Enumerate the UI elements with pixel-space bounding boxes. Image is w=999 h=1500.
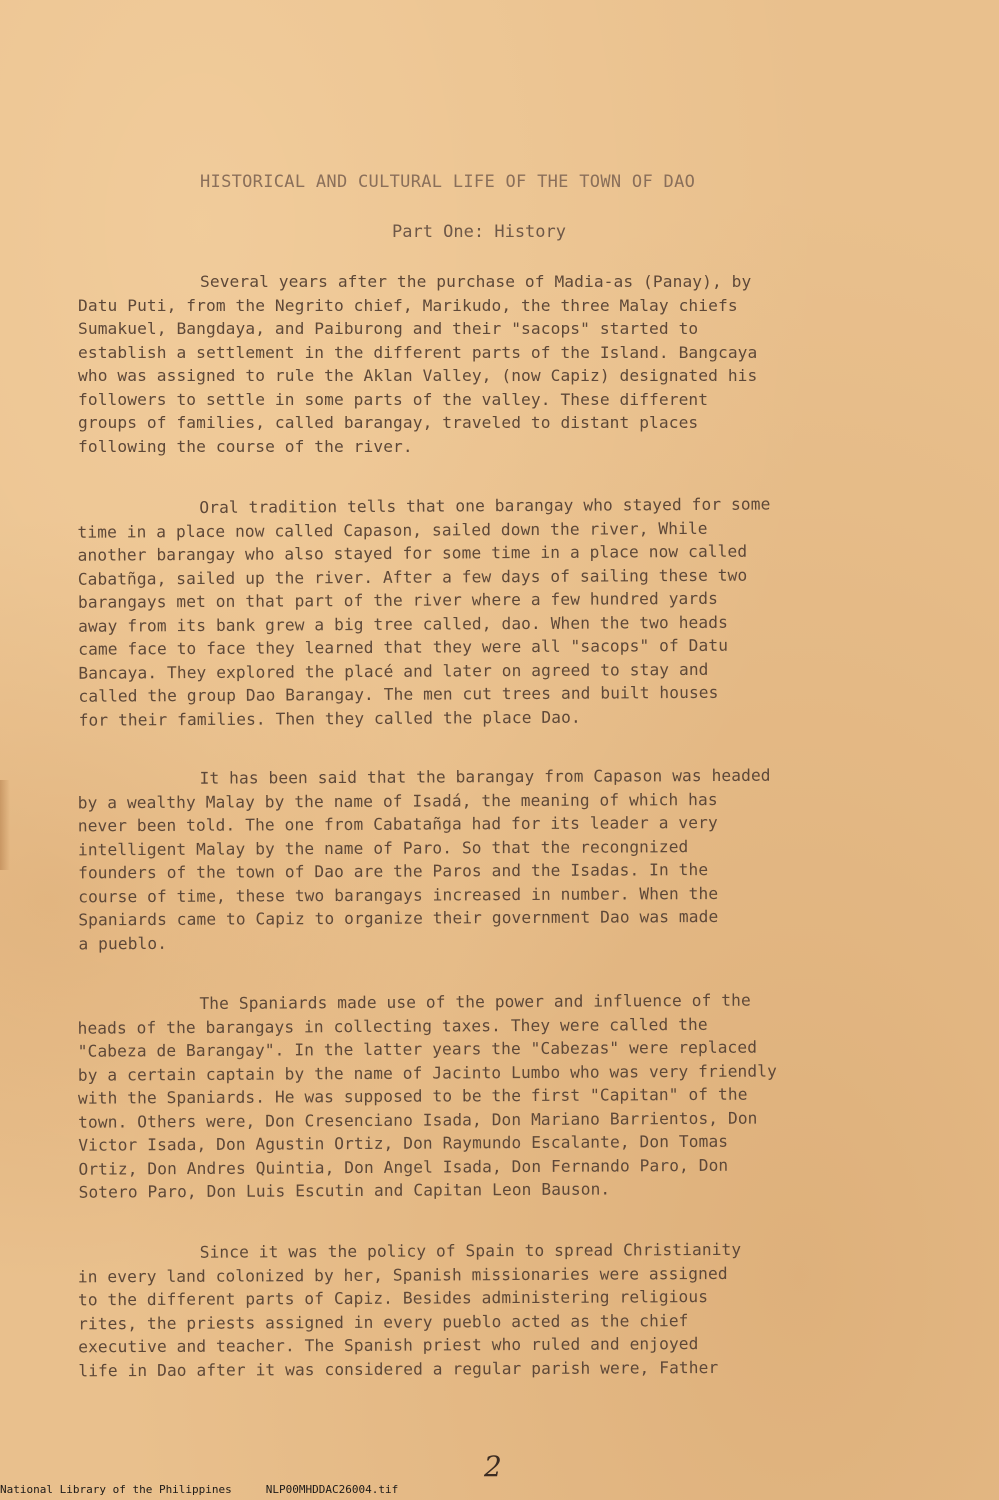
text-line: Spaniards came to Capiz to organize their government Dao was made: [78, 906, 719, 930]
text-line: Cabatñga, sailed up the river. After a few days of sailing these two: [77, 565, 748, 589]
footer-file-id: NLP00MHDDAC26004.tif: [265, 1483, 399, 1496]
text-line: heads of the barangays in collecting taxes. They were called the: [77, 1014, 708, 1038]
text-line: in every land colonized by her, Spanish missionaries were assigned: [77, 1263, 728, 1286]
text-line: for their families. Then they called the place Dao.: [78, 707, 581, 730]
text-line: intelligent Malay by the name of Paro. So that the recongnized: [77, 836, 689, 859]
text-line: Since it was the policy of Spain to spread Christianity: [199, 1239, 742, 1262]
text-line: called the group Dao Barangay. The men cut trees and built houses: [78, 682, 719, 706]
text-line: following the course of the river.: [78, 436, 413, 456]
page-stain: [0, 780, 10, 870]
text-line: barangays met on that part of the river where a few hundred yards: [77, 588, 718, 612]
paragraph-2: [77, 491, 968, 731]
text-line: rites, the priests assigned in every pueblo acted as the chief: [78, 1310, 689, 1333]
text-line: time in a place now called Capason, sailed down the river, While: [77, 518, 708, 542]
text-line: Bancaya. They explored the placé and later on agreed to stay and: [78, 659, 709, 683]
paragraph-1: [78, 270, 968, 458]
text-line: Datu Puti, from the Negrito chief, Marikudo, the three Malay chiefs: [78, 295, 738, 315]
text-line: away from its bank grew a big tree called, dao. When the two heads: [78, 612, 728, 636]
text-line: The Spaniards made use of the power and influence of the: [199, 990, 751, 1013]
text-line: Oral tradition tells that one barangay who stayed for some: [199, 494, 771, 517]
text-line: by a wealthy Malay by the name of Isadá, the meaning of which has: [77, 789, 718, 812]
text-line: It has been said that the barangay from Capason was headed: [199, 765, 771, 788]
text-line: Victor Isada, Don Agustin Ortiz, Don Raymundo Escalante, Don Tomas: [78, 1131, 729, 1155]
text-line: "Cabeza de Barangay". In the latter years the "Cabezas" were replaced: [77, 1037, 758, 1061]
text-line: Several years after the purchase of Madia-as (Panay), by: [200, 272, 752, 291]
page-number: 2: [484, 1450, 502, 1483]
paragraph-3: [78, 763, 969, 956]
text-line: groups of families, called barangay, traveled to distant places: [78, 413, 699, 432]
text-line: came face to face they learned that they were all "sacops" of Datu: [78, 635, 729, 659]
scan-footer: [0, 1483, 398, 1496]
text-line: establish a settlement in the different parts of the Island. Bangcaya: [78, 342, 758, 362]
text-line: with the Spaniards. He was supposed to be the first "Capitan" of the: [77, 1084, 748, 1108]
text-line: executive and teacher. The Spanish priest who ruled and enjoyed: [78, 1334, 699, 1357]
text-line: who was assigned to rule the Aklan Valley, (now Capiz) designated his: [78, 366, 758, 385]
footer-library-name: National Library of the Philippines: [0, 1483, 232, 1496]
paragraph-5: [78, 1237, 969, 1383]
paragraph-4: [77, 987, 968, 1204]
text-line: another barangay who also stayed for some time in a place now called: [77, 541, 748, 565]
text-line: a pueblo.: [78, 933, 168, 953]
text-line: never been told. The one from Cabatañga had for its leader a very: [77, 812, 718, 836]
document-subtitle: Part One: History: [392, 222, 566, 242]
document-title: HISTORICAL AND CULTURAL LIFE OF THE TOWN OF DAO: [200, 172, 696, 192]
text-line: founders of the town of Dao are the Paros and the Isadas. In the: [78, 860, 709, 883]
text-line: course of time, these two barangays increased in number. When the: [78, 883, 719, 906]
text-line: town. Others were, Don Cresenciano Isada, Don Mariano Barrientos, Don: [78, 1108, 758, 1132]
text-line: Sotero Paro, Don Luis Escutin and Capitan Leon Bauson.: [78, 1179, 611, 1202]
text-line: Sumakuel, Bangdaya, and Paiburong and their "sacops" started to: [78, 319, 699, 338]
text-line: life in Dao after it was considered a regular parish were, Father: [78, 1357, 719, 1380]
text-line: followers to settle in some parts of the valley. These different: [78, 389, 709, 409]
text-line: to the different parts of Capiz. Besides administering religious: [77, 1287, 709, 1310]
text-line: Ortiz, Don Andres Quintia, Don Angel Isada, Don Fernando Paro, Don: [78, 1155, 729, 1179]
text-line: by a certain captain by the name of Jacinto Lumbo who was very friendly: [77, 1060, 777, 1085]
